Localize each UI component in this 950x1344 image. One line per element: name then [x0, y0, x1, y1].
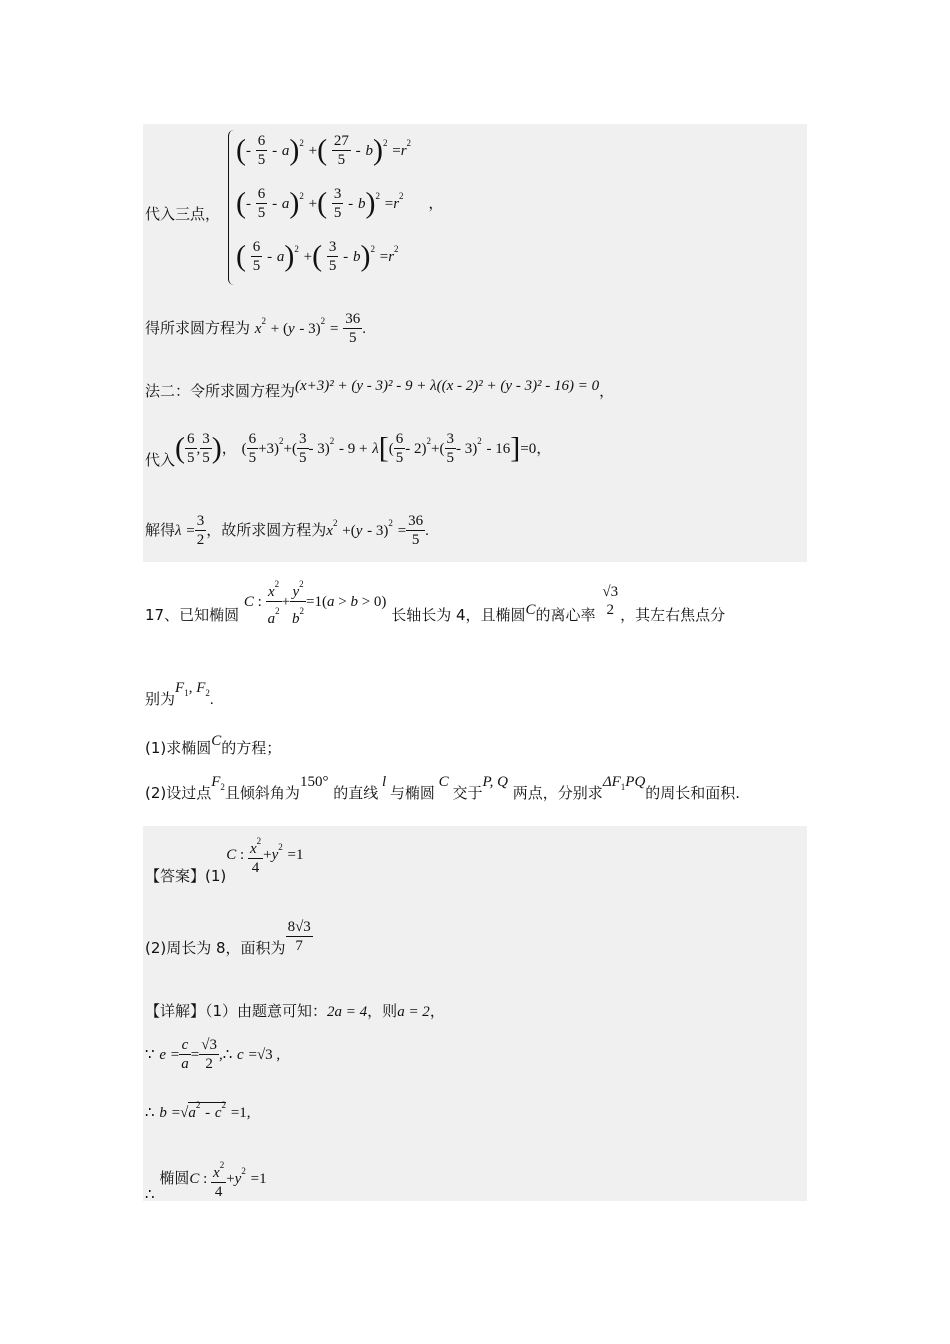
question-2-part-c: 的直线 [333, 784, 379, 802]
question-1-end: 的方程； [221, 739, 282, 757]
method2-equation: (x+3)² + (y - 3)² - 9 + λ((x - 2)² + (y - 3)² - 16) = 0 [295, 378, 600, 394]
substitution-end: ， [536, 439, 552, 457]
var-a: a [281, 196, 290, 212]
var-a: a [281, 143, 290, 159]
solve-line: 解得λ = $\frac{3}{2}$ ，故所求圆方程为$x^2 +(y - 3)^2$ = $\frac{36}{5}$ . [145, 513, 429, 548]
solve-mid: ，故所求圆方程为 [206, 521, 327, 539]
answer-label: 【答案】(1) [145, 867, 227, 885]
question-2-part-b: 且倾斜角为 [224, 784, 300, 802]
frac-num: 27 [333, 133, 349, 149]
frac-num: 36 [408, 513, 424, 529]
result-label: 得所求圆方程为 [145, 319, 251, 337]
area-numerator: 8√3 [287, 919, 311, 935]
var-b: b [352, 249, 361, 265]
frac-num: 6 [257, 133, 266, 149]
system-label-text: 代入三点， [145, 205, 221, 223]
frac-den: 5 [257, 152, 266, 168]
result-line: 得所求圆方程为 $x^2 + (y - 3)^2$ = $\frac{36}{5}$ . [145, 311, 366, 346]
substitution-line: 代入( $\frac{6}{5}$ , $\frac{3}{5}$ )， ( $\frac{6}{5}$ +3)$^2$+( $\frac{3}{5}$ - 3)$^2$ - 9 + λ[( $\frac{6}{5}$ - 2)$^2$+( $\frac{3}{5}$ - 3)$^2$ - 16]=0， [145, 431, 552, 469]
problem17-eccentricity-text: 的离心率 [535, 606, 596, 624]
question-2-part-g: 的周长和面积. [645, 784, 741, 802]
equation-2a: 2a = 4 [327, 1004, 368, 1020]
detail-line-2: ∵ e = $\frac{c}{a}$ = $\frac{√3}{2}$ ,∴ c =√3 , [145, 1037, 281, 1072]
method2-label: 法二：令所求圆方程为 [145, 382, 296, 400]
angle-value: 150° [299, 774, 329, 790]
detail-line-4: ∴ 椭圆C : $\frac{x^2}{4}$ $+y^2 =1$ [145, 1160, 267, 1203]
answer-2-label: (2)周长为 8，面积为 [145, 939, 286, 957]
detail-ellipse-label: 椭圆 [159, 1169, 190, 1187]
problem17-tail: ，其左右焦点分 [620, 606, 726, 624]
detail-then: ，则 [367, 1002, 398, 1020]
frac-den: 5 [187, 450, 195, 466]
frac-num: 6 [252, 239, 261, 255]
frac-num: 3 [196, 513, 205, 529]
answer-line-2 [145, 918, 313, 958]
frac-num: 6 [257, 186, 266, 202]
detail-line-1 [145, 1000, 445, 1021]
method2-comma: ， [599, 382, 615, 400]
system-label [145, 203, 220, 224]
frac-den: 5 [252, 258, 261, 274]
detail-label: 【详解】（1）由题意可知： [145, 1002, 328, 1020]
method2-line [145, 378, 614, 401]
problem17-intro: 17、已知椭圆 [145, 606, 240, 624]
system-row-3: ( $\frac{6}{5}$ - a)$^2$ +( $\frac{3}{5}$ - $b)^2 =r^2$ [236, 239, 399, 274]
detail-line-3: ∴ $b =√a^2 - c^2 =1$, [145, 1100, 251, 1121]
var-a: a [276, 249, 285, 265]
system-row-1: (- $\frac{6}{5}$ - a)$^2$ +( $\frac{27}{5}$ - $b)^2 =r^2$ [236, 133, 412, 168]
frac-den: 5 [332, 150, 351, 169]
substitution-label: 代入 [145, 451, 176, 469]
system-brace [228, 130, 235, 285]
problem17-foci-label: 别为 [145, 690, 176, 708]
system-comma: ， [428, 194, 444, 212]
frac-num: 3 [202, 431, 210, 447]
substitution-comma: ， [221, 439, 237, 457]
frac-den: 5 [202, 450, 210, 466]
frac-den: 5 [343, 328, 362, 347]
answer-line-1: 【答案】(1)C : $\frac{x^2}{4}$ $+y^2 =1$ [145, 836, 304, 885]
frac-den: 5 [328, 258, 337, 274]
frac-den: 5 [406, 530, 425, 549]
problem17-line1: 17、已知椭圆 C : $\frac{x^2}{a^2}$ + $\frac{y^2}{b^2}$ =1(a > b > 0) 长轴长为 4，且椭圆C的离心率 √3 2 ，其左右焦点分 [145, 579, 726, 627]
var-r: r [400, 143, 407, 159]
frac-den: 5 [257, 205, 266, 221]
question-2-part-e: 交于 [452, 784, 483, 802]
frac-num: 3 [333, 186, 342, 202]
problem17-condition: 长轴长为 4，且椭圆 [391, 606, 526, 624]
question-2: (2)设过点$F_2$且倾斜角为150° 的直线 l 与椭圆 C 交于P, Q 两点，分别求$\Delta F_1PQ$的周长和面积. [145, 774, 741, 802]
frac-num: 36 [345, 311, 361, 327]
problem17-line2: 别为$F_1$, $F_2$. [145, 680, 214, 708]
var-r: r [388, 249, 395, 265]
var-b: b [365, 143, 373, 159]
equation-a: a = 2 [397, 1004, 430, 1020]
question-1-text: (1)求椭圆 [145, 739, 212, 757]
area-denominator: 7 [286, 936, 313, 955]
frac-den: 2 [196, 532, 205, 548]
frac-num: 6 [187, 431, 195, 447]
solve-label: 解得 [145, 521, 176, 539]
question-2-part-d: 与椭圆 [389, 784, 435, 802]
var-b: b [357, 196, 366, 212]
frac-num: 3 [328, 239, 337, 255]
system-row-2: (- $\frac{6}{5}$ - a)$^2$ +( $\frac{3}{5}$ - $b)^2 =r^2$ ， [236, 186, 444, 221]
question-1: (1)求椭圆C的方程； [145, 733, 282, 757]
var-r: r [393, 196, 400, 212]
frac-den: 5 [333, 205, 342, 221]
question-2-part-f: 两点，分别求 [512, 784, 603, 802]
question-2-part-a: (2)设过点 [145, 784, 212, 802]
detail-comma: ， [429, 1002, 445, 1020]
